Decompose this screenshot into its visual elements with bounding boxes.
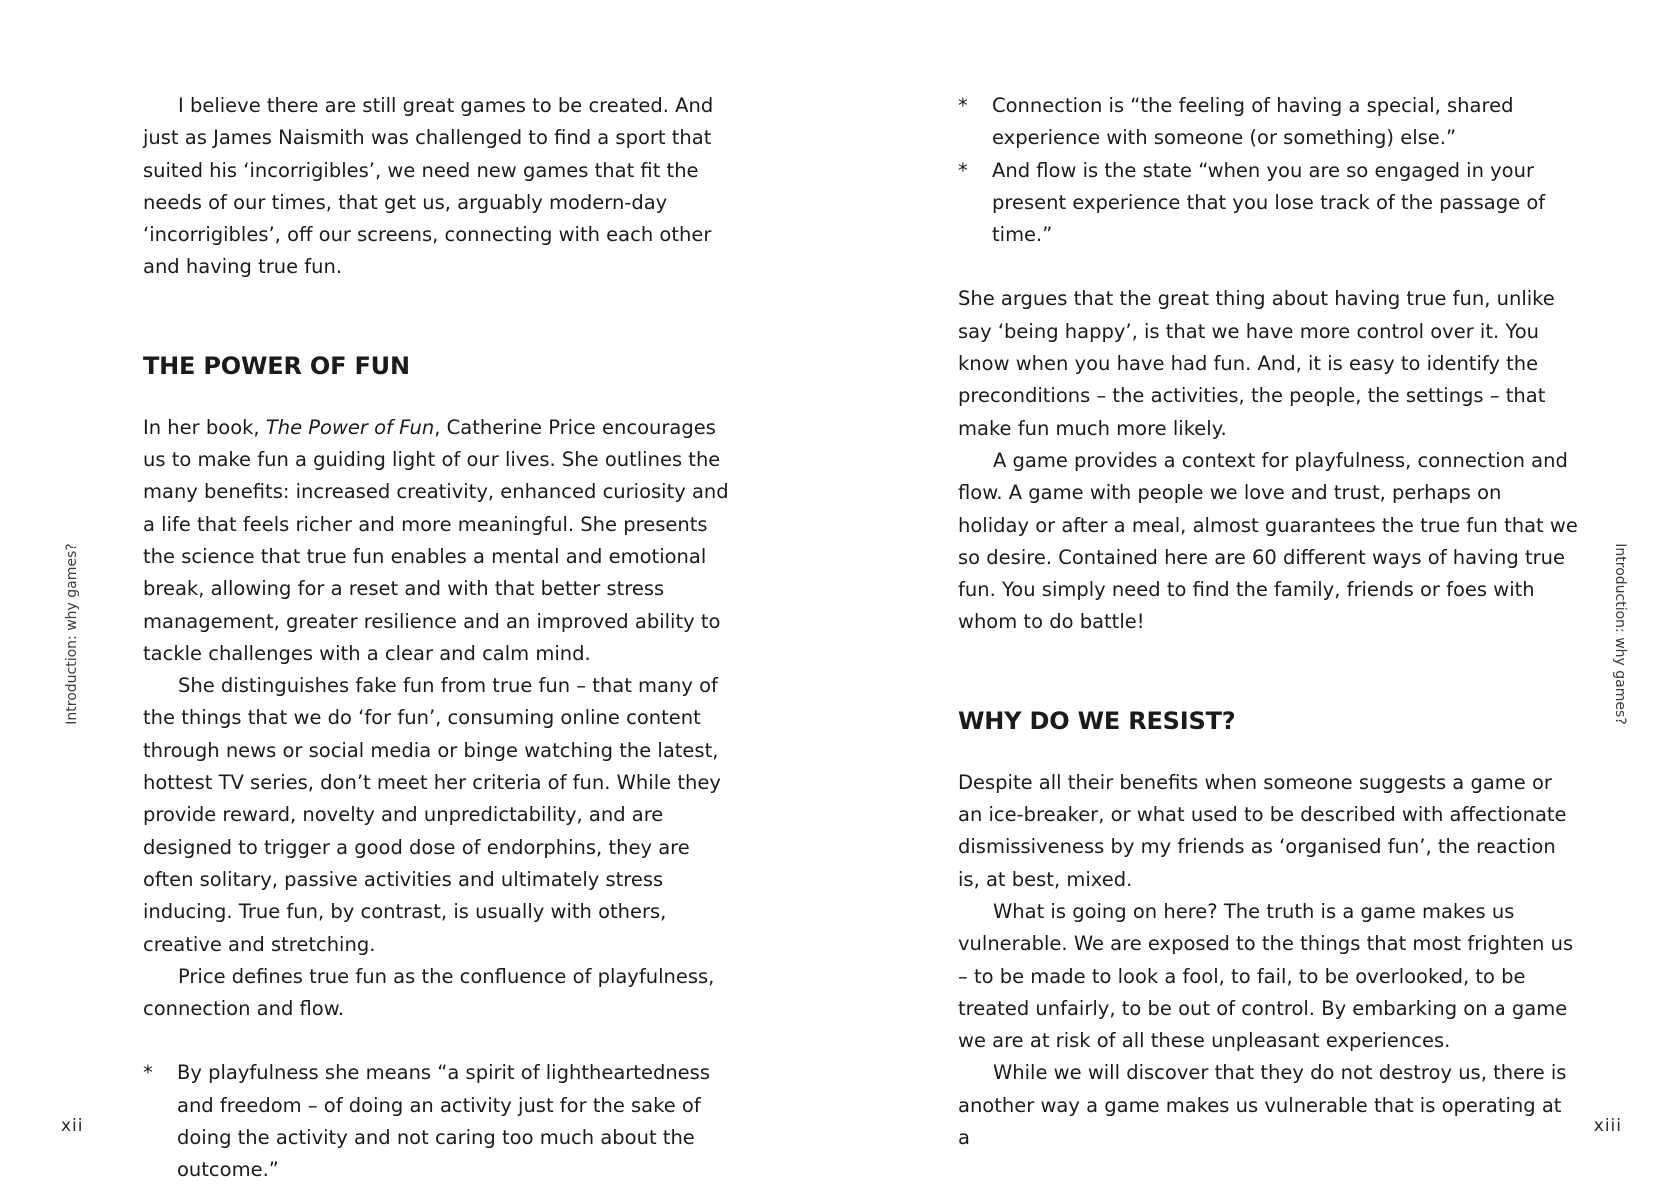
bullet-item-playfulness <box>143 1057 743 1186</box>
right-bullet-list <box>958 90 1578 251</box>
left-page-number: xii <box>61 1116 84 1136</box>
left-running-head: Introduction: why games? <box>64 543 80 725</box>
left-text-column <box>143 90 743 1187</box>
power-paragraph-3: Price defines true fun as the confluence of playfulness, connection and flow. <box>143 964 715 1021</box>
left-bullet-list <box>143 1057 743 1186</box>
bullet-item-connection <box>958 90 1578 155</box>
right-running-head: Introduction: why games? <box>1612 543 1628 725</box>
right-page <box>839 0 1678 1191</box>
bullet-text: And flow is the state “when you are so engaged in your present experience that you lose track of the passage of time.” <box>992 158 1546 247</box>
bullet-item-flow <box>958 155 1578 252</box>
section-heading-why-resist: WHY DO WE RESIST? <box>958 706 1236 735</box>
game-paragraph: A game provides a context for playfulness, connection and flow. A game with people we love and trust, perhaps on holiday or after a meal, almost guarantees the true fun that we so desire. Contained here are 60 different ways of having true fun. You simply need to find the family, friends or foes with whom to do battle! <box>958 448 1578 634</box>
spacer <box>143 1025 743 1057</box>
power-paragraph-1-lead: In her book, <box>143 415 266 439</box>
book-title: The Power of Fun <box>265 415 435 439</box>
right-page-number: xiii <box>1593 1116 1622 1136</box>
right-text-column <box>958 90 1578 1154</box>
intro-paragraph: I believe there are still great games to be created. And just as James Naismith was challenged to find a sport that suited his ‘incorrigibles’, we need new games that fit the needs of our times, that get us, arguably modern-day ‘incorrigibles’, off our screens, connecting with each other and having true fun. <box>143 94 714 279</box>
asterisk-bullet-icon: * <box>143 1061 153 1085</box>
asterisk-bullet-icon: * <box>958 94 968 117</box>
section-heading-power-of-fun: THE POWER OF FUN <box>143 351 410 380</box>
power-paragraph-1-rest: , Catherine Price encourages us to make fun a guiding light of our lives. She outlines the many benefits: increased creativity, enhanced curiosity and a life that feels richer and more meaningful. She presents the science that true fun enables a mental and emotional break, allowing for a reset and with that better stress management, greater resilience and an improved ability to tackle challenges with a clear and calm mind. <box>143 415 729 665</box>
bullet-text: By playfulness she means “a spirit of lightheartedness and freedom – of doing an activity just for the sake of doing the activity and not caring too much about the outcome.” <box>177 1061 711 1182</box>
argue-paragraph: She argues that the great thing about having true fun, unlike say ‘being happy’, is that we have more control over it. You know when you have had fun. And, it is easy to identify the preconditions – the activities, the people, the settings – that make fun much more likely. <box>958 287 1555 440</box>
asterisk-bullet-icon: * <box>958 158 968 182</box>
power-paragraph-1 <box>143 412 743 670</box>
resist-paragraph-1: Despite all their benefits when someone suggests a game or an ice-breaker, or what used to be described with affectionate dismissiveness by my friends as ‘organised fun’, the reaction is, at best, mixed. <box>958 770 1567 891</box>
bullet-text: Connection is “the feeling of having a special, shared experience with someone (or something) else.” <box>992 94 1514 150</box>
power-paragraph-2: She distinguishes fake fun from true fun – that many of the things that we do ‘for fun’, consuming online content through news or social media or binge watching the latest, hottest TV series, don’t meet her criteria of fun. While they provide reward, novelty and unpredictability, and are designed to trigger a good dose of endorphins, they are often solitary, passive activities and ultimately stress inducing. True fun, by contrast, is usually with others, creative and stretching. <box>143 674 721 956</box>
spacer <box>958 251 1578 283</box>
resist-paragraph-2: What is going on here? The truth is a game makes us vulnerable. We are exposed to the things that most frighten us – to be made to look a fool, to fail, to be overlooked, to be treated unfairly, to be out of control. By embarking on a game we are at risk of all these unpleasant experiences. <box>958 899 1574 1053</box>
resist-paragraph-3: While we will discover that they do not destroy us, there is another way a game makes us vulnerable that is operating at a <box>958 1061 1567 1150</box>
